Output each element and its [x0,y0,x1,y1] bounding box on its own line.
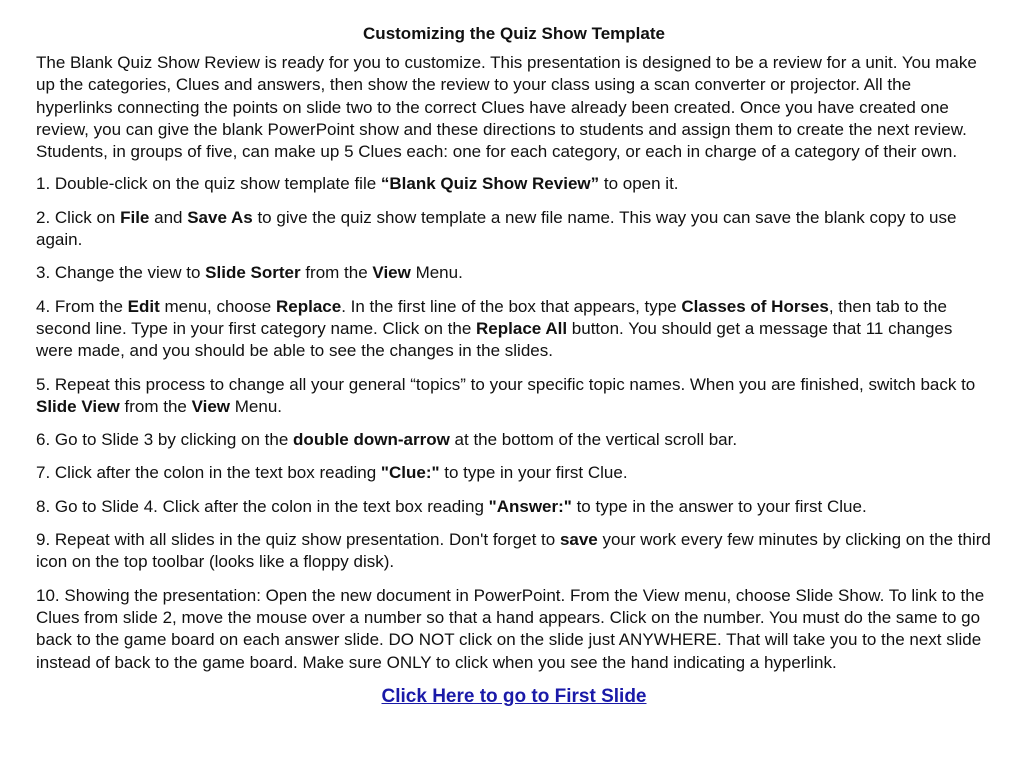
step-9-text: 9. Repeat with all slides in the quiz show presentation. Don't forget to [36,530,560,550]
step-3-view: View [372,263,411,283]
step-3-text-end: Menu. [410,263,463,283]
step-3-slide-sorter: Slide Sorter [205,263,301,283]
step-4-type: . In the first line of the box that appears, type [341,296,682,316]
step-2 [36,207,992,252]
step-4-replace-all: Replace All [476,318,568,338]
step-8-answer: "Answer:" [488,496,572,516]
step-4-edit: Edit [127,296,160,316]
page-title: Customizing the Quiz Show Template [363,24,665,43]
step-3-text: 3. Change the view to [36,263,206,283]
step-4-choose: menu, choose [159,296,276,316]
step-4-text: 4. From the [36,296,128,316]
step-8-text-end: to type in the answer to your first Clue. [571,496,867,516]
step-8 [36,496,992,518]
step-5-slide-view: Slide View [36,396,120,416]
intro-paragraph: The Blank Quiz Show Review is ready for you to customize. This presentation is designed to be a review for a unit. You make up the categories, Clues and answers, then show the review to your class using a scan converter or projector. All the hyperlinks connecting the points on slide two to the correct Clues have already been created. Once you have created one review, you can give the blank PowerPoint show and these directions to students and assign them to create the next review. Students, in groups of five, can make up 5 Clues each: one for each category, or each in charge of a category of their own. [36,53,977,162]
step-5 [36,374,992,419]
step-3-from: from the [300,263,373,283]
step-9-text-end: your work every few minutes by clicking on the third icon on the top toolbar (looks like a floppy disk). [36,530,991,572]
step-7 [36,462,992,484]
step-5-view: View [191,396,231,416]
step-5-text-end: Menu. [230,396,283,416]
step-5-from: from the [119,396,192,416]
step-2-save-as: Save As [187,207,253,227]
step-9 [36,529,992,574]
step-7-text-end: to type in your first Clue. [439,463,628,483]
step-1 [36,173,992,195]
step-1-filename: “Blank Quiz Show Review” [380,174,600,194]
step-2-text-end: to give the quiz show template a new file name. This way you can save the blank copy to use again. [36,207,957,250]
step-8-text: 8. Go to Slide 4. Click after the colon in the text box reading [36,496,489,516]
step-6-text: 6. Go to Slide 3 by clicking on the [36,430,294,450]
step-4-classes-of-horses: Classes of Horses [681,296,829,316]
step-2-file: File [120,207,150,227]
step-6-double-down-arrow: double down-arrow [293,430,450,450]
first-slide-link[interactable]: Click Here to go to First Slide [381,685,647,707]
step-3 [36,262,992,284]
step-5-text: 5. Repeat this process to change all your general “topics” to your specific topic names. When you are finished, switch back to [36,374,976,394]
step-4-replace: Replace [276,296,342,316]
step-9-save: save [559,530,598,550]
step-4-tab: , then tab to the second line. Type in your first category name. Click on the [36,296,947,338]
step-4-text-end: button. You should get a message that 11 changes were made, and you should be able to see the changes in the slides. [36,318,953,361]
step-10-text: 10. Showing the presentation: Open the new document in PowerPoint. From the View menu, choose Slide Show. To link to the Clues from slide 2, move the mouse over a number so that a hand appears. Click on the number. You must do the same to go back to the game board on each answer slide. DO NOT click on the slide just ANYWHERE. That will take you to the next slide instead of back to the game board. Make sure ONLY to click when you see the hand indicating a hyperlink. [36,585,985,672]
step-1-text-end: to open it. [599,174,679,194]
step-2-text: 2. Click on [36,207,121,227]
step-10 [36,585,992,674]
step-6 [36,429,992,451]
step-4 [36,296,992,363]
step-7-text: 7. Click after the colon in the text box reading [36,463,381,483]
link-container [36,686,992,708]
step-7-clue: "Clue:" [380,463,440,483]
step-1-text: 1. Double-click on the quiz show template file [36,174,381,194]
step-2-and: and [149,207,188,227]
step-6-text-end: at the bottom of the vertical scroll bar. [449,430,738,450]
